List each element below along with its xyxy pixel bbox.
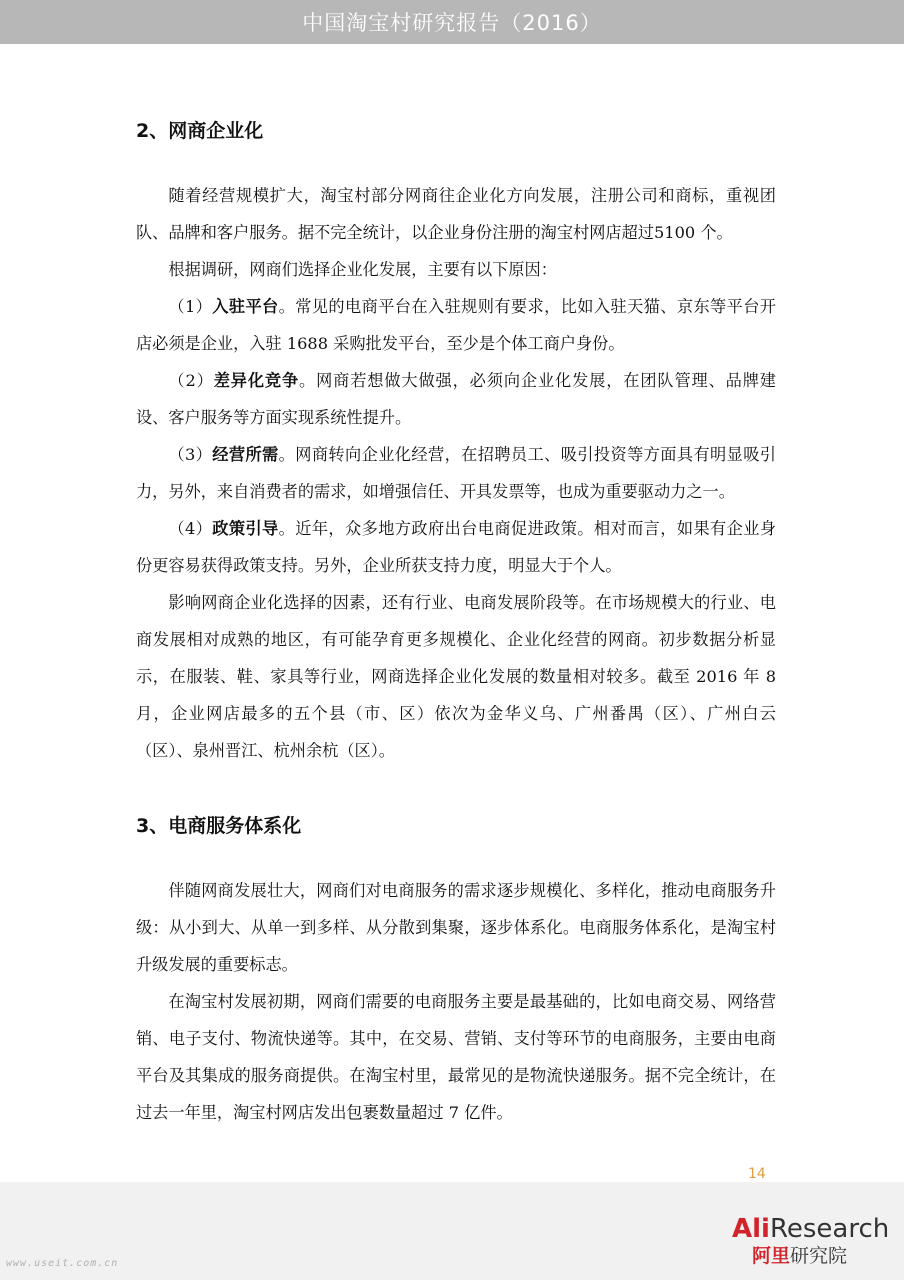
section-2-paragraph-1: 随着经营规模扩大，淘宝村部分网商往企业化方向发展，注册公司和商标，重视团队、品牌和客户服务。据不完全统计，以企业身份注册的淘宝村网店超过5100 个。 bbox=[136, 186, 776, 242]
logo-cn-institute: 研究院 bbox=[790, 1245, 848, 1267]
watermark: www.useit.com.cn bbox=[6, 1258, 119, 1269]
logo-ali: Ali bbox=[732, 1214, 770, 1244]
section-2-heading: 2、网商企业化 bbox=[136, 120, 264, 142]
logo-research: Research bbox=[769, 1214, 890, 1244]
reason-3-keyword: 经营所需 bbox=[212, 445, 279, 464]
header-title: 中国淘宝村研究报告（2016） bbox=[302, 11, 602, 35]
reason-3-number: （3） bbox=[168, 445, 213, 464]
reason-1-keyword: 入驻平台 bbox=[212, 297, 279, 316]
reason-2-number: （2） bbox=[168, 371, 214, 390]
reason-3 bbox=[136, 436, 776, 510]
reason-3-text: 。网商转向企业化经营，在招聘员工、吸引投资等方面具有明显吸引力，另外，来自消费者的需求，如增强信任、开具发票等，也成为重要驱动力之一。 bbox=[136, 445, 776, 501]
header-bar bbox=[0, 0, 904, 44]
reason-4-number: （4） bbox=[168, 519, 213, 538]
page-number: 14 bbox=[748, 1166, 766, 1182]
section-2-paragraph-3: 影响网商企业化选择的因素，还有行业、电商发展阶段等。在市场规模大的行业、电商发展相对成熟的地区，有可能孕育更多规模化、企业化经营的网商。初步数据分析显示，在服装、鞋、家具等行业，网商选择企业化发展的数量相对较多。截至 2016 年 8 月，企业网店最多的五个县（市、区）依次为金华义乌、广州番禺（区）、广州白云（区）、泉州晋江、杭州余杭（区）。 bbox=[136, 593, 776, 760]
section-2-paragraph-2: 根据调研，网商们选择企业化发展，主要有以下原因： bbox=[168, 260, 557, 279]
reason-2-keyword: 差异化竞争 bbox=[213, 371, 300, 390]
page-content bbox=[136, 100, 776, 1131]
reason-2-text: 。网商若想做大做强，必须向企业化发展，在团队管理、品牌建设、客户服务等方面实现系统性提升。 bbox=[136, 371, 776, 427]
reason-1-number: （1） bbox=[168, 297, 213, 316]
reason-1 bbox=[136, 288, 776, 362]
section-3-paragraph-2: 在淘宝村发展初期，网商们需要的电商服务主要是最基础的，比如电商交易、网络营销、电子支付、物流快递等。其中，在交易、营销、支付等环节的电商服务，主要由电商平台及其集成的服务商提供。在淘宝村里，最常见的是物流快递服务。据不完全统计，在过去一年里，淘宝村网店发出包裹数量超过 7 亿件。 bbox=[136, 992, 776, 1122]
reason-2 bbox=[136, 362, 776, 436]
section-3-paragraph-1: 伴随网商发展壮大，网商们对电商服务的需求逐步规模化、多样化，推动电商服务升级：从小到大、从单一到多样、从分散到集聚，逐步体系化。电商服务体系化，是淘宝村升级发展的重要标志。 bbox=[136, 881, 776, 974]
logo-cn-ali: 阿里 bbox=[752, 1245, 791, 1267]
section-3-heading: 3、电商服务体系化 bbox=[136, 815, 302, 837]
reason-4-text: 。近年，众多地方政府出台电商促进政策。相对而言，如果有企业身份更容易获得政策支持。另外，企业所获支持力度，明显大于个人。 bbox=[136, 519, 776, 575]
logo-english bbox=[732, 1214, 889, 1244]
aliresearch-logo bbox=[710, 1214, 900, 1274]
logo-chinese bbox=[752, 1244, 847, 1268]
reason-4-keyword: 政策引导 bbox=[212, 519, 279, 538]
reason-1-text: 。常见的电商平台在入驻规则有要求，比如入驻天猫、京东等平台开店必须是企业，入驻 1688 采购批发平台，至少是个体工商户身份。 bbox=[136, 297, 776, 353]
reason-4 bbox=[136, 510, 776, 584]
